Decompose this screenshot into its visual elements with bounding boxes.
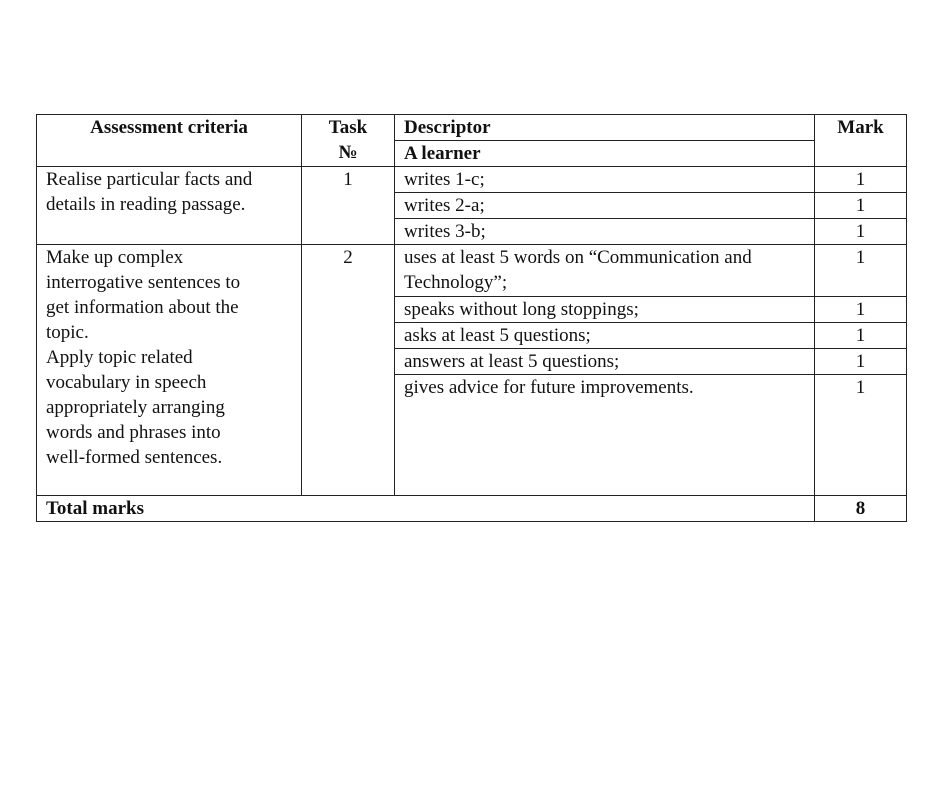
criteria-line: words and phrases into xyxy=(46,422,221,443)
assessment-rubric-table xyxy=(36,114,907,522)
criteria-line: Realise particular facts and xyxy=(46,169,253,190)
criteria-line: vocabulary in speech xyxy=(46,372,207,393)
header-descriptor: Descriptor xyxy=(395,115,815,141)
criteria-line: topic. xyxy=(46,322,89,343)
mark-cell: 1 xyxy=(815,323,907,349)
table-row xyxy=(37,167,907,193)
mark-cell: 1 xyxy=(815,167,907,193)
descriptor-cell: asks at least 5 questions; xyxy=(395,323,815,349)
criteria-cell-task1 xyxy=(37,167,302,245)
task-number-cell: 1 xyxy=(302,167,395,245)
descriptor-line: Technology”; xyxy=(404,272,508,293)
total-marks-label: Total marks xyxy=(37,496,815,522)
criteria-line: appropriately arranging xyxy=(46,397,225,418)
header-task xyxy=(302,115,395,167)
mark-cell: 1 xyxy=(815,193,907,219)
criteria-line: details in reading passage. xyxy=(46,194,246,215)
mark-cell: 1 xyxy=(815,245,907,297)
header-assessment-criteria: Assessment criteria xyxy=(37,115,302,167)
header-task-number-sign: № xyxy=(338,142,358,163)
total-marks-value: 8 xyxy=(815,496,907,522)
criteria-line: well-formed sentences. xyxy=(46,447,223,468)
table-row xyxy=(37,245,907,297)
header-task-label: Task xyxy=(328,117,368,138)
header-row xyxy=(37,115,907,141)
descriptor-cell: gives advice for future improvements. xyxy=(395,375,815,496)
total-row xyxy=(37,496,907,522)
descriptor-cell: writes 3-b; xyxy=(395,219,815,245)
mark-cell: 1 xyxy=(815,375,907,496)
criteria-line: Apply topic related xyxy=(46,347,193,368)
criteria-line: interrogative sentences to xyxy=(46,272,241,293)
criteria-line: Make up complex xyxy=(46,247,184,268)
header-mark: Mark xyxy=(815,115,907,167)
header-a-learner: A learner xyxy=(395,141,815,167)
descriptor-cell: writes 1-c; xyxy=(395,167,815,193)
criteria-cell-task2 xyxy=(37,245,302,496)
descriptor-line: uses at least 5 words on “Communication and xyxy=(404,247,752,268)
mark-cell: 1 xyxy=(815,219,907,245)
criteria-line: get information about the xyxy=(46,297,239,318)
task-number-cell: 2 xyxy=(302,245,395,496)
descriptor-cell: speaks without long stoppings; xyxy=(395,297,815,323)
descriptor-cell: writes 2-a; xyxy=(395,193,815,219)
mark-cell: 1 xyxy=(815,297,907,323)
descriptor-cell xyxy=(395,245,815,297)
mark-cell: 1 xyxy=(815,349,907,375)
descriptor-cell: answers at least 5 questions; xyxy=(395,349,815,375)
